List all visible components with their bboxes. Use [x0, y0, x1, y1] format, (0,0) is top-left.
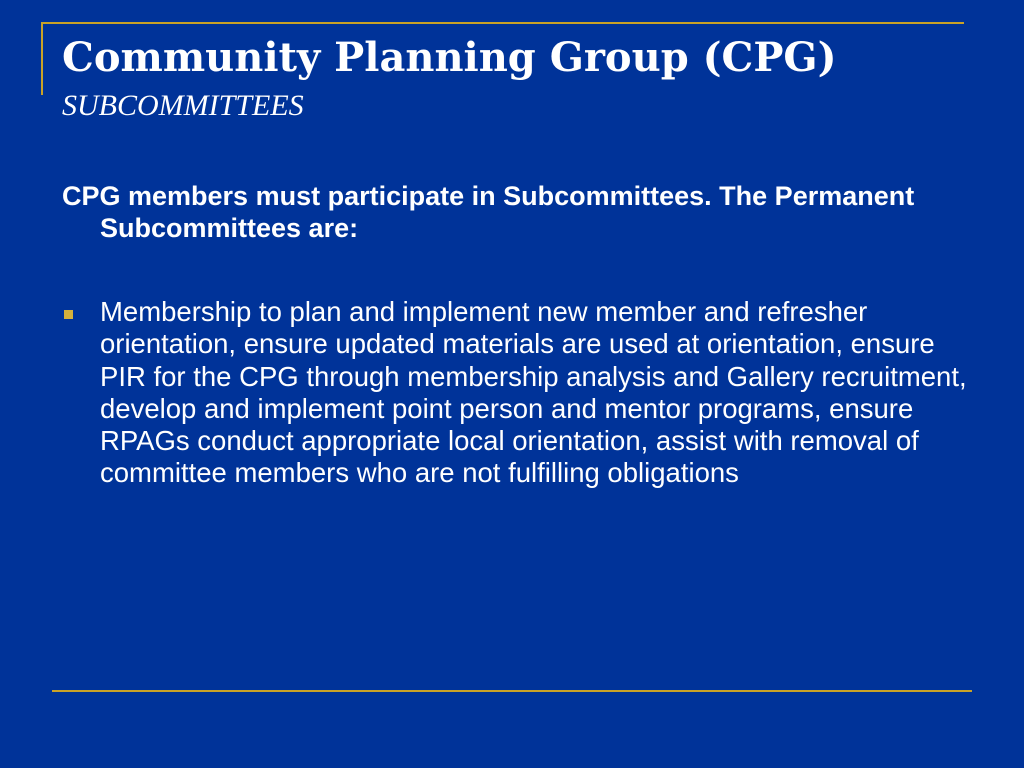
bullet-text: Membership to plan and implement new member and refresher orientation, ensure updated materials are used at orientation, ensure PIR for the CPG through membership analysis and Gallery recruitment, develop and implement point person and mentor programs, ensure RPAGs conduct appropriate local orientation, assist with removal of committee members who are not fulfilling obligations: [100, 296, 967, 489]
slide-title: Community Planning Group (CPG): [62, 34, 837, 81]
intro-paragraph: CPG members must participate in Subcommittees. The Permanent Subcommittees are:: [62, 181, 915, 243]
decorative-top-rule: [41, 22, 964, 24]
bullet-item: [62, 296, 972, 490]
bullet-list: [62, 296, 972, 490]
decorative-vertical-rule: [41, 22, 43, 95]
slide-subtitle: SUBCOMMITTEES: [62, 89, 304, 122]
square-bullet-icon: [64, 310, 73, 319]
decorative-bottom-rule: [52, 690, 972, 692]
